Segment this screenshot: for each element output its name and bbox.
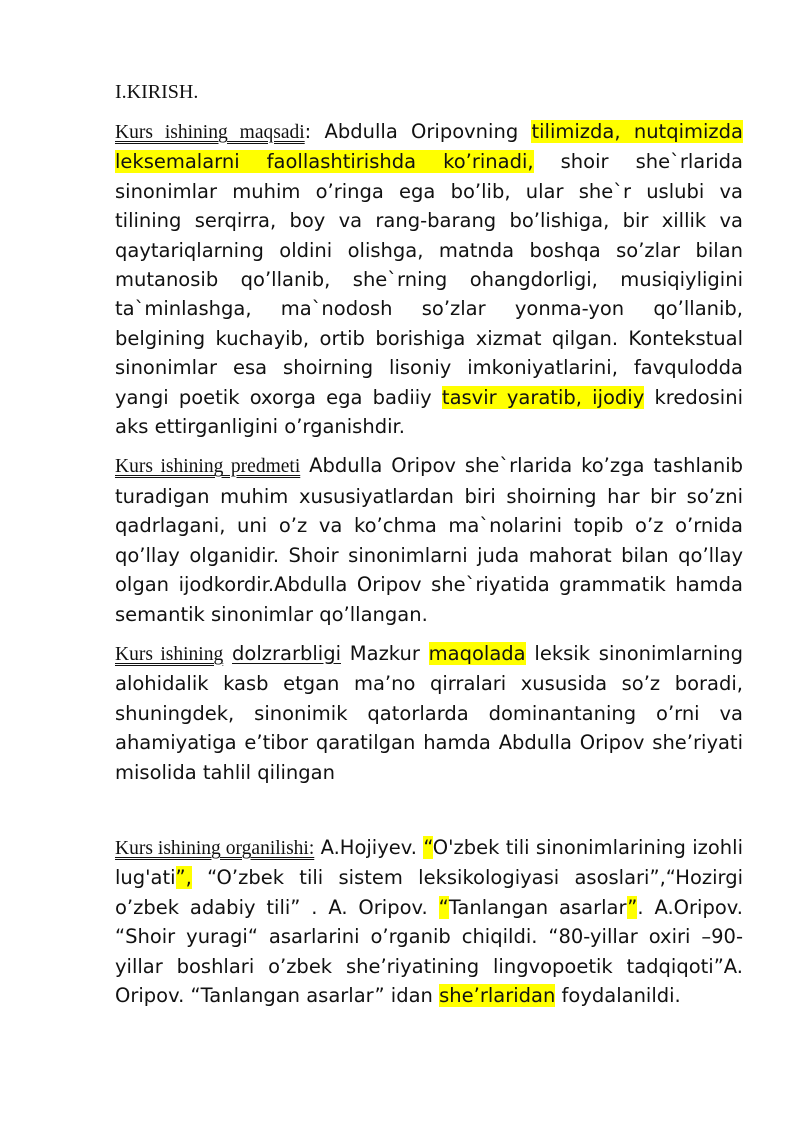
text: leksik sinonimlarning alohidalik kasb etgan ma’no qirralari xususida so’z boradi, shuningdek, sinonimik qatorlarda dominantaning o’rni va ahamiyatiga e’tibor qaratilgan hamda Abdulla Oripov she’riyati misolida tahlil qilingan [115,641,743,784]
document-body [115,70,743,1020]
text: “O’zbek tili sistem leksikologiyasi asoslari”,“Hozirgi o’zbek adabiy tili” . A. Oripov. [115,866,743,919]
label-maqsadi: Kurs ishining maqsadi [115,122,305,143]
text: O'zbek tili sinonimlarining izohli lug'ati [115,835,743,890]
highlight: “ [438,895,449,919]
section-heading: I.KIRISH. [115,81,199,103]
highlight: tilimizda, nutqimizda leksemalarni faollashtirishda ko’rinadi, [115,120,743,174]
label-organilishi: Kurs ishining organilishi: [115,837,315,859]
highlight: ” [627,895,638,919]
label-dolzarbligi-b: dolzrarbligi [232,641,341,665]
text: kredosini aks ettirganligini o’rganishdir. [115,385,743,439]
text: Tanlangan asarlar [448,895,628,919]
colon: : [304,120,325,143]
text: foydalanildi. [555,983,681,1007]
highlight: “ [423,835,433,859]
paragraph-maqsadi [115,117,743,441]
text: shoir she`rlarida sinonimlar muhim o’ringa ega bo’lib, ular she`r uslubi va tilining serqirra, boy va rang-barang bo’lishiga, bir xillik va qaytariqlarning oldini olishga, matnda boshqa so’zlar bilan mutanosib qo’llanib, she`rning ohangdorligi, musiqiyligini ta`minlashga, ma`nodosh so’zlar yonma-yon qo’llanib, belgining kuchayib, ortib borishiga xizmat qilgan. Kontekstual sinonimlar esa shoirning lisoniy imkoniyatlarini, favqulodda yangi poetik oxorga ega badiiy [115,150,743,409]
highlight: tasvir yaratib, ijodiy [441,385,645,409]
text: Mazkur [341,641,429,665]
paragraph-predmeti [115,451,743,628]
label-predmeti: Kurs ishining predmeti [115,456,301,478]
paragraph-organilishi [115,833,743,1010]
paragraph-dolzarbligi [115,639,743,787]
label-dolzarbligi-a: Kurs ishining [115,643,224,665]
text: . A.Oripov. “Shoir yuragi“ asarlarini o’rganib chiqildi. “80-yillar oxiri –90-yillar boshlari o’zbek she’riyatining lingvopoetik tadqiqoti”A. Oripov. “Tanlangan asarlar” idan [115,895,743,1007]
highlight: she’rlaridan [439,983,556,1007]
highlight: maqolada [428,641,526,665]
text: Abdulla Oripovning [324,120,532,143]
text: A.Hojiyev. [314,835,424,859]
spacer [115,797,743,833]
highlight: ”, [175,866,192,890]
text: Abdulla Oripov she`rlarida ko’zga tashlanib turadigan muhim xususiyatlardan biri shoirning har bir so’zni qadrlagani, uni o’z va ko’chma ma`nolarini topib o’z o’rnida qo’llay olganidir. Shoir sinonimlarni juda mahorat bilan qo’llay olgan ijodkordir.Abdulla Oripov she`riyatida grammatik hamda semantik sinonimlar qo’llangan. [115,454,743,626]
